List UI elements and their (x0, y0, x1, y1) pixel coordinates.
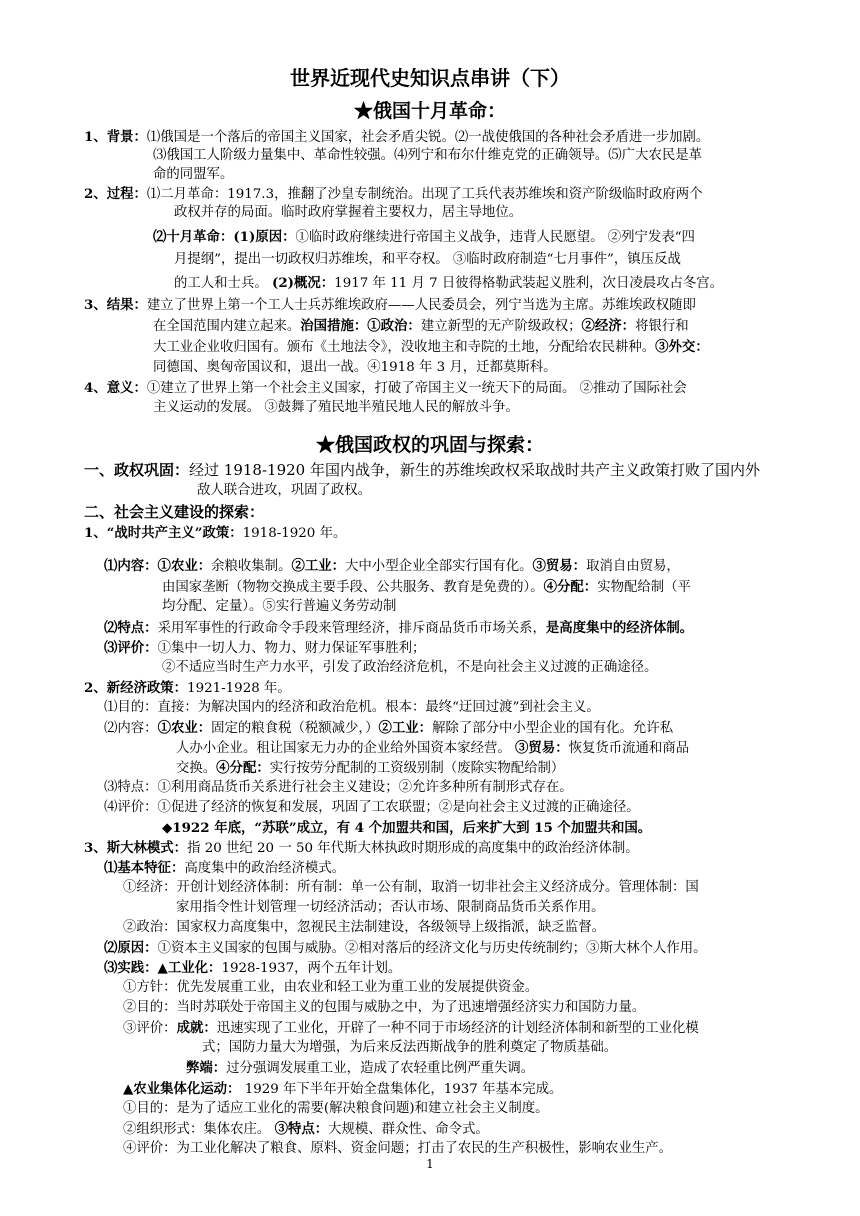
text-line (153, 399, 519, 417)
text-line (104, 619, 693, 638)
text-segment: ②组织形式：集体农庄。 (123, 1122, 275, 1137)
bold-segment: (2)概况： (272, 275, 335, 291)
text-segment: 实物配给制（平 (597, 580, 691, 595)
text-line (176, 899, 605, 917)
text-line (123, 1100, 549, 1118)
text-segment: 主义运动的发展。 ③鼓舞了殖民地半殖民地人民的解放斗争。 (153, 400, 519, 415)
text-line (84, 379, 687, 398)
text-segment: 过分强调发展重工业，造成了农轻重比例严重失调。 (226, 1061, 535, 1076)
text-segment: 同德国、奥匈帝国议和，退出一战。④1918 年 3 月，迁都莫斯科。 (153, 360, 557, 375)
text-line (123, 999, 645, 1017)
text-segment: 1928-1937，两个五年计划。 (221, 961, 402, 976)
text-segment: ①建立了世界上第一个社会主义国家，打破了帝国主义一统天下的局面。 ②推动了国际社会 (146, 381, 687, 396)
text-segment: 1918-1920 年。 (242, 526, 347, 541)
bold-segment: ①农业： (157, 720, 212, 736)
text-line (197, 482, 371, 500)
text-line (104, 859, 345, 878)
bold-segment: ②工业： (378, 720, 433, 736)
text-line (174, 274, 723, 293)
text-segment: 大中小型企业全部实行国有化。 (345, 559, 533, 574)
bold-segment: 1、背景： (84, 129, 147, 145)
text-line (162, 659, 657, 677)
text-line (162, 598, 396, 616)
bold-segment: 4、意义： (84, 380, 147, 396)
text-segment: 实行按劳分配制的工资级别制（废除实物配给制） (269, 761, 565, 776)
text-line (104, 557, 680, 576)
text-line (123, 979, 538, 997)
text-segment: 家用指令性计划管理一切经济活动；否认市场、限制商品货币关系作用。 (176, 900, 605, 915)
text-line (123, 919, 605, 937)
bold-segment: ③特点： (274, 1121, 329, 1137)
text-segment: 命的同盟军。 (153, 167, 234, 182)
bold-segment: 二、社会主义建设的探索： (84, 503, 265, 521)
bold-segment: ⑵原因： (104, 940, 158, 956)
text-segment: 月提纲”，提出一切政权归苏维埃，和平夺权。 ③临时政府制造“七月事件”，镇压反战 (174, 252, 681, 267)
text-segment: ②不适应当时生产力水平，引发了政治经济危机，不是向社会主义过渡的正确途径。 (162, 660, 658, 675)
text-segment: 建立新型的无产阶级政权； (420, 319, 582, 334)
text-line (153, 228, 695, 247)
text-segment: 解除了部分中小型企业的国有化。允许私 (432, 721, 674, 736)
text-segment: ⑴二月革命：1917.3，推翻了沙皇专制统治。出现了工兵代表苏维埃和资产阶级临时政府两个 (146, 187, 703, 202)
bold-segment: 1、“战时共产主义”政策： (84, 525, 243, 541)
bold-segment: ⑵十月革命：(1)原因： (153, 229, 296, 245)
text-segment: 1929 年下半年开始全盘集体化，1937 年基本完成。 (240, 1082, 563, 1097)
text-segment: ⑶俄国工人阶级力量集中、革命性较强。⑷列宁和布尔什维克党的正确领导。⑸广大农民是革 (153, 148, 703, 163)
text-line (104, 939, 707, 958)
bold-segment: ③外交： (655, 339, 709, 355)
bold-segment: ④分配： (543, 579, 598, 595)
bold-segment: ②工业： (291, 558, 346, 574)
text-segment: 敌人联合进攻，巩固了政权。 (197, 483, 372, 498)
text-line (104, 719, 673, 738)
text-line (153, 317, 689, 336)
text-segment: ⑶特点：①利用商品货币关系进行社会主义建设；②允许多种所有制形式存在。 (104, 780, 573, 795)
text-line (104, 639, 425, 658)
text-segment: 均分配、定量）。⑤实行普遍义务劳动制 (162, 599, 397, 614)
text-line (84, 461, 760, 479)
document-title: 世界近现代史知识点串讲（下） (290, 66, 570, 90)
text-segment: ①资本主义国家的包围与威胁。②相对落后的经济文化与历史传统制约；③斯大林个人作用。 (157, 941, 707, 956)
section-heading-october-revolution: ★俄国十月革命： (353, 100, 506, 122)
bold-segment: ⑴基本特征： (104, 860, 185, 876)
bold-segment: ⑶实践：▲工业化： (104, 960, 222, 976)
text-line (186, 1059, 534, 1078)
text-segment: 由国家垄断（物物交换成主要手段、公共服务、教育是免费的）。 (162, 580, 544, 595)
text-segment: 在全国范围内建立起来。 (153, 319, 301, 334)
bold-segment: ④分配： (216, 760, 270, 776)
text-segment: 大工业企业收归国有。颁布《土地法令》，没收地主和寺院的土地，分配给农民耕种。 (153, 340, 656, 355)
text-line (84, 296, 696, 315)
text-segment: ②目的：当时苏联处于帝国主义的包围与威胁之中，为了迅速增强经济实力和国防力量。 (123, 1000, 646, 1015)
text-line (176, 759, 564, 778)
text-line (123, 1019, 699, 1038)
text-segment: ⑴目的：直接：为解决国内的经济和政治危机。根本：最终“迂回过渡”到社会主义。 (104, 700, 600, 715)
text-line (84, 503, 264, 521)
text-line (174, 251, 681, 269)
text-segment: 大规模、群众性、命令式。 (328, 1122, 489, 1137)
text-segment: 1917 年 11 月 7 日彼得格勒武装起义胜利，次日凌晨攻占冬宫。 (334, 276, 724, 291)
text-line (153, 338, 709, 357)
text-segment: ⑷评价：①促进了经济的恢复和发展，巩固了工农联盟；②是向社会主义过渡的正确途径。 (104, 800, 640, 815)
text-segment: ④评价：为工业化解决了粮食、原料、资金问题；打击了农民的生产积极性，影响农业生产。 (123, 1141, 673, 1156)
bold-segment: 弊端： (186, 1060, 227, 1076)
text-segment: 政权并存的局面。临时政府掌握着主要权力，居主导地位。 (174, 205, 523, 220)
text-segment: ⑴俄国是一个落后的帝国主义国家，社会矛盾尖锐。⑵一战使俄国的各种社会矛盾进一步加剧。 (146, 130, 710, 145)
page-number: 1 (426, 1157, 434, 1171)
text-segment: ①集中一切人力、物力、财力保证军事胜利； (157, 641, 426, 656)
text-segment: 经过 1918-1920 年国内战争，新生的苏维埃政权采取战时共产主义政策打败了国内外 (189, 461, 760, 479)
bold-segment: ⑴内容：①农业： (104, 558, 212, 574)
bold-segment: 3、结果： (84, 297, 147, 313)
bold-segment: ⑵特点： (104, 620, 158, 636)
text-segment: 交换。 (176, 761, 217, 776)
text-line (202, 1039, 617, 1057)
text-line (104, 699, 600, 717)
text-line (176, 739, 689, 758)
text-line (84, 679, 291, 698)
text-segment: 指 20 世纪 20 一 50 年代斯大林执政时期形成的高度集中的政治经济体制。 (187, 841, 639, 856)
text-line (104, 779, 573, 797)
text-line (84, 128, 709, 147)
bold-segment: ⑶评价： (104, 640, 158, 656)
text-segment: 采用军事性的行政命令手段来管理经济，排斥商品货币市场关系， (157, 621, 546, 636)
bold-segment: 3、斯大林模式： (84, 840, 188, 856)
text-segment: ②政治：国家权力高度集中，忽视民主法制建设，各级领导上级指派，缺乏监督。 (123, 920, 606, 935)
text-line (123, 879, 699, 897)
text-line (153, 359, 557, 377)
bold-segment: 治国措施：①政治： (300, 318, 421, 334)
text-line (162, 578, 691, 597)
bold-segment: ②经济： (581, 318, 636, 334)
text-segment: 的工人和士兵。 (174, 276, 272, 291)
text-segment: 人办小企业。租让国家无力办的企业给外国资本家经营。 (176, 741, 516, 756)
bold-segment: ◆1922 年底，“苏联”成立，有 4 个加盟共和国，后来扩大到 15 个加盟共和国。 (162, 820, 652, 836)
bold-segment: ③贸易： (532, 558, 587, 574)
text-segment: ①方针：优先发展重工业，由农业和轻工业为重工业的发展提供资金。 (123, 980, 539, 995)
text-segment: ①目的：是为了适应工业化的需要(解决粮食问题)和建立社会主义制度。 (123, 1101, 549, 1116)
bold-segment: 2、新经济政策： (84, 680, 188, 696)
text-segment: 取消自由贸易， (586, 559, 680, 574)
section-heading-regime-consolidation: ★俄国政权的巩固与探索： (315, 434, 544, 456)
text-line (123, 1080, 562, 1099)
text-segment: ③评价： (123, 1021, 177, 1036)
text-line (153, 147, 702, 165)
bold-segment: 是高度集中的经济体制。 (545, 620, 694, 636)
text-line (153, 166, 233, 184)
bold-segment: 一、政权巩固： (84, 461, 190, 479)
text-line (104, 799, 640, 817)
text-segment: ⑵内容： (104, 721, 158, 736)
bold-segment: 2、过程： (84, 186, 147, 202)
text-segment: 高度集中的政治经济模式。 (184, 861, 346, 876)
text-segment: 式；国防力量大为增强，为后来反法西斯战争的胜利奠定了物质基础。 (202, 1040, 618, 1055)
text-line (123, 1140, 672, 1158)
text-line (123, 1120, 489, 1139)
text-line (84, 839, 639, 858)
text-segment: 恢复货币流通和商品 (568, 741, 690, 756)
text-line (174, 204, 522, 222)
bold-segment: 成就： (176, 1020, 217, 1036)
text-segment: 建立了世界上第一个工人士兵苏维埃政府——人民委员会，列宁当选为主席。苏维埃政权随即 (146, 298, 696, 313)
text-line (104, 959, 401, 978)
bold-segment: ▲农业集体化运动： (123, 1081, 241, 1097)
text-segment: ①经济：开创计划经济体制：所有制：单一公有制，取消一切非社会主义经济成分。管理体制：国 (123, 880, 699, 895)
text-segment: 迅速实现了工业化，开辟了一种不同于市场经济的计划经济体制和新型的工业化模 (216, 1021, 699, 1036)
bold-segment: ③贸易： (515, 740, 569, 756)
text-line (162, 819, 651, 838)
text-segment: 固定的粮食税（税额减少，） (211, 721, 379, 736)
text-line (84, 185, 703, 204)
text-segment: ①临时政府继续进行帝国主义战争，违背人民愿望。 ②列宁发表“四 (295, 230, 695, 245)
text-segment: 将银行和 (635, 319, 689, 334)
text-segment: 1921-1928 年。 (187, 681, 291, 696)
text-line (84, 524, 346, 543)
text-segment: 余粮收集制。 (211, 559, 292, 574)
